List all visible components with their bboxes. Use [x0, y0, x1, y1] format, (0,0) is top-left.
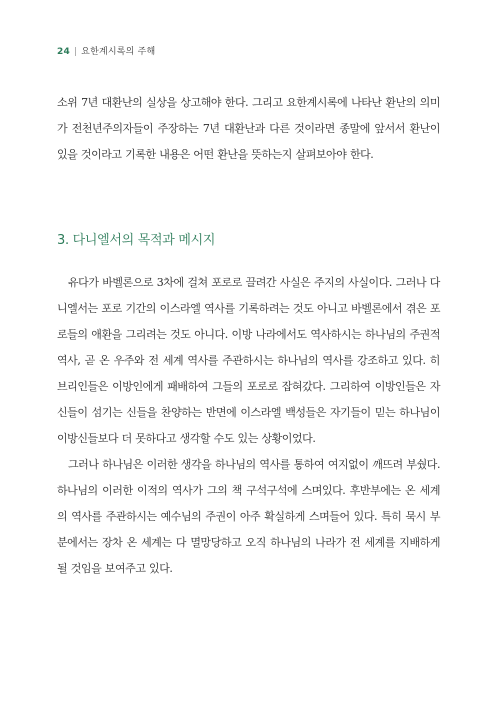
intro-text-block: [57, 90, 440, 168]
body-paragraph-2: 그러나 하나님은 이러한 생각을 하나님의 역사를 통하여 여지없이 깨뜨려 부쉈다. 하나님의 이러한 이적의 역사가 그의 책 구석구석에 스며있다. 후반부에는 온 세계의 역사를 주관하시는 예수님의 주권이 아주 확실하게 스며들어 있다. 특히 묵시 부분에서는 장차 온 세계는 다 멸망당하고 오직 하나님의 나라가 전 세계를 지배하게 될 것임을 보여주고 있다.: [57, 458, 440, 575]
section-heading: 3. 다니엘서의 목적과 메시지: [57, 233, 216, 248]
running-head-separator: |: [73, 47, 78, 57]
running-head: [57, 44, 155, 57]
book-title: 요한계시록의 주해: [81, 47, 156, 57]
page-number: 24: [57, 47, 70, 57]
intro-paragraph: 소위 7년 대환난의 실상을 상고해야 한다. 그리고 요한계시록에 나타난 환난의 의미가 전천년주의자들이 주장하는 7년 대환난과 다른 것이라면 종말에 앞서서 환난이 있을 것이라고 기록한 내용은 어떤 환난을 뜻하는지 살펴보아야 한다.: [57, 96, 440, 161]
section-body: [57, 270, 440, 582]
body-paragraph-1: 유다가 바벨론으로 3차에 걸쳐 포로로 끌려간 사실은 주지의 사실이다. 그러나 다니엘서는 포로 기간의 이스라엘 역사를 기록하려는 것도 아니고 바벨론에서 겪은 포로들의 애환을 그리려는 것도 아니다. 이방 나라에서도 역사하시는 하나님의 주권적 역사, 곧 온 우주와 전 세계 역사를 주관하시는 하나님의 역사를 강조하고 있다. 히브리인들은 이방인에게 패배하여 그들의 포로로 잡혀갔다. 그리하여 이방인들은 자신들이 섬기는 신들을 찬양하는 반면에 이스라엘 백성들은 자기들이 믿는 하나님이 이방신들보다 더 못하다고 생각할 수도 있는 상황이었다.: [57, 276, 440, 445]
